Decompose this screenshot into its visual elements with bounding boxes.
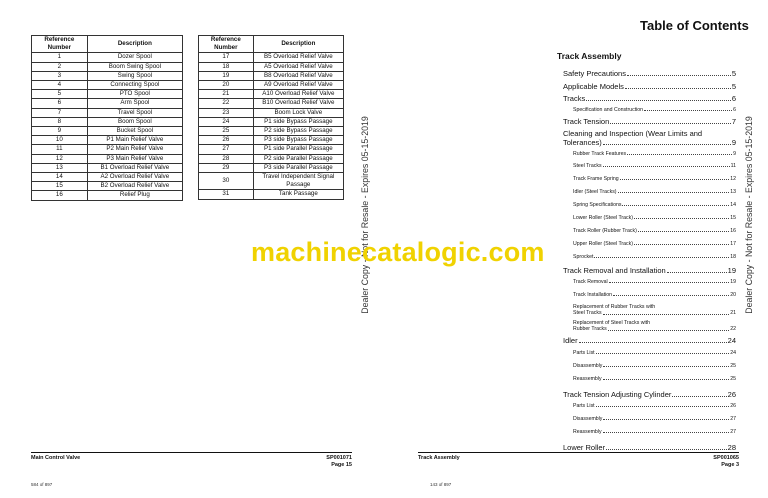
reference-number-cell: 29	[199, 163, 254, 172]
reference-number-cell: 19	[199, 71, 254, 80]
toc-leader-dots	[627, 75, 731, 76]
toc-page-number: 9	[731, 138, 736, 147]
description-cell: B2 Overload Relief Valve	[87, 182, 182, 191]
reference-number-cell: 23	[199, 108, 254, 117]
site-watermark: machinecatalogic.com	[251, 237, 545, 267]
table-row	[199, 163, 344, 172]
toc-leader-dots	[594, 257, 729, 258]
toc-leader-dots	[609, 282, 730, 283]
footer-rule-right	[418, 452, 739, 453]
toc-page-number: 19	[730, 279, 736, 285]
toc-entry-text: Steel Tracks	[573, 310, 602, 317]
table-row	[32, 145, 183, 154]
toc-entry-text: Replacement of Rubber Tracks with	[573, 304, 656, 310]
toc-entry[interactable]	[563, 390, 736, 399]
description-cell: A5 Overload Relief Valve	[253, 62, 343, 71]
toc-entry-text: Track Tension Adjusting Cylinder	[563, 390, 672, 399]
reference-number-cell: 25	[199, 127, 254, 136]
toc-entry-text: Specification and Construction	[573, 107, 644, 113]
footer-code: SP001065	[713, 455, 739, 461]
toc-entry-text: Steel Tracks	[573, 163, 602, 169]
toc-entry-text: Track Tension	[563, 117, 610, 126]
toc-subentry[interactable]	[573, 241, 736, 247]
toc-entry[interactable]	[563, 82, 736, 91]
toc-page-number: 6	[731, 94, 736, 103]
toc-leader-dots	[603, 144, 731, 145]
toc-entry-text: Spring Specifications	[573, 202, 622, 208]
description-cell: P3 Main Relief Valve	[87, 154, 182, 163]
toc-entry-text: Track Removal	[573, 279, 608, 285]
description-cell: P3 side Parallel Passage	[253, 163, 343, 172]
toc-entry-text: Safety Precautions	[563, 69, 626, 78]
reference-number-cell: 16	[32, 191, 88, 200]
toc-page-number: 17	[730, 241, 736, 247]
reference-table-2	[198, 35, 344, 200]
toc-leader-dots	[620, 179, 730, 180]
toc-page-number: 19	[727, 266, 736, 275]
col-header-reference	[32, 36, 88, 53]
toc-subentry[interactable]	[573, 279, 736, 285]
toc-page-number: 21	[730, 310, 736, 317]
toc-leader-dots	[634, 218, 729, 219]
toc-page-number: 6	[733, 107, 736, 113]
description-cell: B8 Overload Relief Valve	[253, 71, 343, 80]
toc-entry-text: Cleaning and Inspection (Wear Limits and	[563, 129, 703, 138]
toc-entry[interactable]	[563, 443, 736, 452]
toc-entry[interactable]	[563, 117, 736, 126]
description-cell: Bucket Spool	[87, 127, 182, 136]
toc-subentry[interactable]	[573, 403, 736, 409]
description-cell: P2 Main Relief Valve	[87, 145, 182, 154]
toc-leader-dots	[667, 272, 727, 273]
reference-number-cell: 10	[32, 136, 88, 145]
toc-leader-dots	[613, 295, 729, 296]
toc-leader-dots	[622, 205, 729, 206]
toc-leader-dots	[625, 88, 731, 89]
toc-leader-dots	[627, 154, 732, 155]
toc-page-number: 28	[727, 443, 736, 452]
reference-number-cell: 12	[32, 154, 88, 163]
toc-subentry[interactable]	[573, 350, 736, 356]
table-row	[32, 62, 183, 71]
toc-entry-text: Replacement of Steel Tracks with	[573, 320, 650, 326]
description-cell: P1 side Parallel Passage	[253, 145, 343, 154]
description-cell: B5 Overload Relief Valve	[253, 53, 343, 62]
toc-subentry[interactable]	[573, 228, 736, 234]
reference-number-cell: 20	[199, 81, 254, 90]
toc-leader-dots	[586, 100, 731, 101]
table-row	[199, 117, 344, 126]
toc-leader-dots	[644, 110, 732, 111]
toc-leader-dots	[603, 366, 729, 367]
toc-title: Table of Contents	[640, 18, 749, 33]
col-header-description: Description	[253, 36, 343, 53]
table-row	[32, 127, 183, 136]
toc-subentry[interactable]	[573, 107, 736, 113]
description-cell: Boom Spool	[87, 117, 182, 126]
toc-page-number: 26	[727, 390, 736, 399]
toc-subentry[interactable]	[573, 416, 736, 422]
description-cell: Relief Plug	[87, 191, 182, 200]
table-row	[199, 190, 344, 199]
toc-entry[interactable]	[563, 336, 736, 345]
table-row	[32, 163, 183, 172]
toc-entry-text: Tolerances)	[563, 138, 602, 147]
footer-page: Page 15	[331, 461, 352, 468]
table-row	[32, 71, 183, 80]
toc-subentry[interactable]	[573, 376, 736, 382]
description-cell: P3 side Bypass Passage	[253, 136, 343, 145]
toc-subentry[interactable]	[573, 202, 736, 208]
toc-leader-dots	[603, 166, 730, 167]
toc-page-number: 27	[730, 429, 736, 435]
table-row	[199, 127, 344, 136]
reference-number-cell: 13	[32, 163, 88, 172]
table-header-row	[32, 36, 183, 53]
reference-number-cell: 30	[199, 173, 254, 190]
toc-leader-dots	[603, 419, 729, 420]
footer-title-left: Main Control Valve	[31, 455, 81, 461]
toc-subentry[interactable]	[573, 189, 736, 195]
reference-number-cell: 21	[199, 90, 254, 99]
table-row	[199, 90, 344, 99]
table-row	[199, 99, 344, 108]
toc-page-number: 22	[730, 326, 736, 333]
table-header-row	[199, 36, 344, 53]
toc-leader-dots	[608, 330, 729, 331]
toc-entry-text: Track Roller (Rubber Track)	[573, 228, 637, 234]
toc-subentry[interactable]	[573, 363, 736, 369]
reference-number-cell: 1	[32, 53, 88, 62]
footer-code: SP001071	[326, 455, 352, 461]
toc-entry-text: Reassembly	[573, 429, 602, 435]
table-row	[32, 182, 183, 191]
description-cell: Tank Passage	[253, 190, 343, 199]
toc-page-number: 11	[730, 163, 736, 169]
description-cell: P1 Main Relief Valve	[87, 136, 182, 145]
reference-table-1	[31, 35, 183, 201]
reference-number-cell: 31	[199, 190, 254, 199]
description-cell: Travel Spool	[87, 108, 182, 117]
reference-number-cell: 24	[199, 117, 254, 126]
col-header-reference	[199, 36, 254, 53]
table-row	[32, 136, 183, 145]
reference-number-cell: 18	[199, 62, 254, 71]
table-row	[32, 108, 183, 117]
footer-page-ref-left	[292, 455, 352, 468]
footer-rule-left	[31, 452, 352, 453]
table-row	[199, 136, 344, 145]
footer-title-right: Track Assembly	[418, 455, 460, 461]
reference-number-cell: 5	[32, 90, 88, 99]
toc-entry[interactable]	[563, 129, 736, 147]
toc-leader-dots	[618, 192, 730, 193]
toc-subentry[interactable]	[573, 176, 736, 182]
table-row	[32, 173, 183, 182]
description-cell: PTO Spool	[87, 90, 182, 99]
toc-page-number: 9	[733, 151, 736, 157]
toc-subentry[interactable]	[573, 151, 736, 157]
toc-page-number: 13	[730, 189, 736, 195]
table-row	[32, 191, 183, 200]
toc-entry-text: Rubber Track Features	[573, 151, 627, 157]
table-row	[199, 154, 344, 163]
description-cell: Boom Lock Valve	[253, 108, 343, 117]
toc-entry-text: Disassembly	[573, 416, 603, 422]
reference-number-cell: 15	[32, 182, 88, 191]
description-cell: P2 side Bypass Passage	[253, 127, 343, 136]
header-text: Reference Number	[210, 36, 241, 52]
reference-number-cell: 27	[199, 145, 254, 154]
page-count-left: 584 of 897	[31, 482, 53, 487]
toc-leader-dots	[596, 353, 730, 354]
table-row	[199, 71, 344, 80]
toc-page-number: 25	[730, 363, 736, 369]
table-row	[32, 154, 183, 163]
toc-entry-text: Tracks	[563, 94, 586, 103]
table-row	[199, 81, 344, 90]
dealer-copy-watermark-center: Dealer Copy - Not for Resale - Expires 05-15-2019	[360, 116, 370, 314]
toc-entry-text: Parts List	[573, 350, 595, 356]
toc-leader-dots	[603, 432, 730, 433]
toc-page-number: 14	[730, 202, 736, 208]
section-title: Track Assembly	[557, 51, 622, 61]
col-header-description: Description	[87, 36, 182, 53]
toc-entry[interactable]	[563, 94, 736, 103]
toc-leader-dots	[606, 449, 727, 450]
toc-leader-dots	[610, 123, 731, 124]
table-row	[32, 90, 183, 99]
description-cell: Connecting Spool	[87, 81, 182, 90]
toc-entry-text: Disassembly	[573, 363, 603, 369]
description-cell: B1 Overload Relief Valve	[87, 163, 182, 172]
toc-subentry[interactable]	[573, 163, 736, 169]
description-cell: Dozer Spool	[87, 53, 182, 62]
toc-entry[interactable]	[563, 69, 736, 78]
toc-subentry[interactable]	[573, 254, 736, 260]
toc-entry-text: Idler	[563, 336, 578, 345]
reference-number-cell: 17	[199, 53, 254, 62]
description-cell: P2 side Parallel Passage	[253, 154, 343, 163]
reference-number-cell: 22	[199, 99, 254, 108]
reference-number-cell: 8	[32, 117, 88, 126]
description-cell: A9 Overload Relief Valve	[253, 81, 343, 90]
toc-page-number: 26	[730, 403, 736, 409]
toc-entry-text: Sprocket	[573, 254, 594, 260]
table-row	[199, 108, 344, 117]
toc-page-number: 24	[730, 350, 736, 356]
toc-leader-dots	[603, 379, 730, 380]
toc-leader-dots	[638, 231, 729, 232]
toc-page-number: 18	[730, 254, 736, 260]
reference-number-cell: 4	[32, 81, 88, 90]
toc-page-number: 5	[731, 69, 736, 78]
header-text: Reference Number	[44, 36, 75, 52]
reference-number-cell: 28	[199, 154, 254, 163]
toc-subentry[interactable]	[573, 292, 736, 298]
table-row	[199, 62, 344, 71]
table-row	[32, 81, 183, 90]
toc-entry-text: Lower Roller (Steel Track)	[573, 215, 633, 221]
footer-page-ref-right	[679, 455, 739, 468]
toc-entry[interactable]	[563, 266, 736, 275]
table-row	[199, 145, 344, 154]
toc-entry-text: Lower Roller	[563, 443, 606, 452]
description-cell: A2 Overload Relief Valve	[87, 173, 182, 182]
toc-page-number: 5	[731, 82, 736, 91]
table-row	[199, 173, 344, 190]
toc-page-number: 16	[730, 228, 736, 234]
toc-entry-text: Upper Roller (Steel Track)	[573, 241, 633, 247]
description-cell: B10 Overload Relief Valve	[253, 99, 343, 108]
toc-entry-text: Track Frame Spring	[573, 176, 619, 182]
toc-leader-dots	[596, 406, 730, 407]
toc-page-number: 7	[731, 117, 736, 126]
description-cell: P1 side Bypass Passage	[253, 117, 343, 126]
table-row	[32, 53, 183, 62]
dealer-copy-watermark-right: Dealer Copy - Not for Resale - Expires 05-15-2019	[744, 116, 754, 314]
reference-number-cell: 3	[32, 71, 88, 80]
reference-number-cell: 9	[32, 127, 88, 136]
description-cell: Arm Spool	[87, 99, 182, 108]
description-cell: Swing Spool	[87, 71, 182, 80]
table-row	[199, 53, 344, 62]
reference-number-cell: 7	[32, 108, 88, 117]
reference-number-cell: 26	[199, 136, 254, 145]
page-count-right: 143 of 897	[430, 482, 452, 487]
description-cell: Boom Swing Spool	[87, 62, 182, 71]
toc-page-number: 15	[730, 215, 736, 221]
toc-subentry[interactable]	[573, 304, 736, 317]
toc-entry-text: Track Removal and Installation	[563, 266, 666, 275]
toc-subentry[interactable]	[573, 320, 736, 333]
description-cell: Travel Independent Signal Passage	[253, 173, 343, 190]
table-row	[32, 99, 183, 108]
footer-page: Page 3	[721, 461, 739, 468]
toc-entry-text: Parts List	[573, 403, 595, 409]
toc-leader-dots	[672, 396, 726, 397]
toc-page-number: 12	[730, 176, 736, 182]
toc-entry-text: Track Installation	[573, 292, 613, 298]
description-cell: A10 Overload Relief Valve	[253, 90, 343, 99]
toc-leader-dots	[634, 244, 729, 245]
toc-page-number: 25	[730, 376, 736, 382]
toc-leader-dots	[579, 342, 727, 343]
reference-number-cell: 6	[32, 99, 88, 108]
toc-leader-dots	[603, 314, 730, 315]
reference-number-cell: 14	[32, 173, 88, 182]
toc-page-number: 24	[727, 336, 736, 345]
reference-number-cell: 2	[32, 62, 88, 71]
toc-subentry[interactable]	[573, 429, 736, 435]
toc-subentry[interactable]	[573, 215, 736, 221]
toc-page-number: 27	[730, 416, 736, 422]
reference-number-cell: 11	[32, 145, 88, 154]
toc-entry-text: Applicable Models	[563, 82, 624, 91]
toc-entry-text: Reassembly	[573, 376, 602, 382]
toc-entry-text: Rubber Tracks	[573, 326, 607, 333]
toc-page-number: 20	[730, 292, 736, 298]
table-row	[32, 117, 183, 126]
toc-entry-text: Idler (Steel Tracks)	[573, 189, 617, 195]
